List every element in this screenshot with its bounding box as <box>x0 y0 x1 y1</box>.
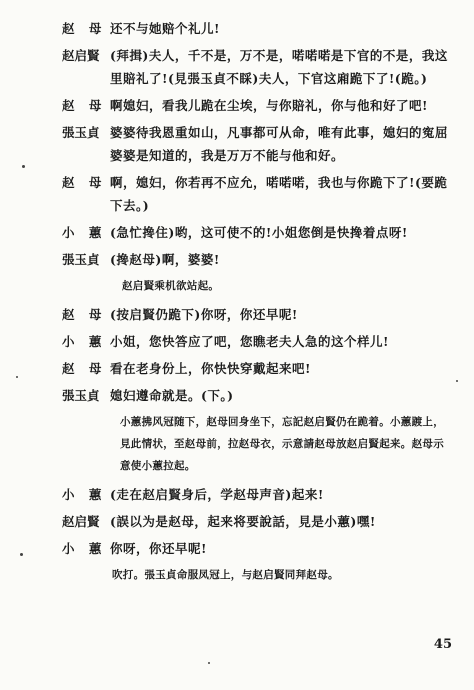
dialogue-text: 媳妇遵命就是。(下。) <box>110 388 234 403</box>
dialogue-line <box>62 94 454 117</box>
dialogue-text: 看在老身份上，你快快穿戴起来吧! <box>110 361 311 376</box>
dialogue-line <box>62 303 454 326</box>
speaker-name: 小 蕙 <box>62 334 107 349</box>
dialogue-line <box>62 357 454 380</box>
stage-direction: 吹打。張玉貞命服凤冠上，与赵启賢同拜赵母。 <box>112 569 339 581</box>
dialogue-text: 小姐，您快答应了吧，您瞧老夫人急的这个样儿! <box>110 334 389 349</box>
print-speck <box>16 376 18 378</box>
dialogue-line <box>62 44 454 90</box>
dialogue-line <box>62 121 454 167</box>
speaker-name: 赵启賢 <box>62 48 100 63</box>
speaker-name: 小 蕙 <box>62 225 107 240</box>
speaker-name: 赵 母 <box>62 98 107 113</box>
print-speck <box>22 165 25 168</box>
print-speck <box>456 380 458 382</box>
dialogue-line <box>62 248 454 271</box>
speaker-name: 張玉貞 <box>62 388 100 403</box>
dialogue-text: (拜揖)夫人，千不是，万不是，喏喏喏是下官的不是，我这里賠礼了!(見張玉貞不睬)夫人，下官这廂跪下了!(跪。) <box>110 48 448 86</box>
dialogue-line <box>62 510 454 533</box>
dialogue-line <box>62 483 454 506</box>
dialogue-text: (誤以为是赵母，起来将要說話，見是小蕙)嘿! <box>110 514 376 529</box>
dialogue-line <box>62 171 454 217</box>
dialogue-line <box>62 221 454 244</box>
speaker-name: 赵启賢 <box>62 514 100 529</box>
dialogue-text: (搀赵母)啊，婆婆! <box>110 252 220 267</box>
dialogue-text: (急忙搀住)哟，这可使不的!小姐您倒是快搀着点呀! <box>110 225 408 240</box>
dialogue-line <box>62 17 454 40</box>
speaker-name: 赵 母 <box>62 307 107 322</box>
speaker-name: 張玉貞 <box>62 252 100 267</box>
dialogue-text: 还不与她赔个礼儿! <box>110 21 220 36</box>
print-speck <box>208 662 210 664</box>
page-number: 45 <box>433 637 452 652</box>
dialogue-line <box>62 384 454 407</box>
stage-direction: 小蕙拂风冠随下，赵母回身坐下，忘記赵启賢仍在跪着。小蕙踱上，見此情状，至赵母前，拉赵母衣，示意請赵母放赵启賢起来。赵母示意使小蕙拉起。 <box>120 416 444 472</box>
dialogue-text: 你呀，你还早呢! <box>110 541 207 556</box>
speaker-name: 小 蕙 <box>62 487 107 502</box>
print-speck <box>20 553 23 556</box>
speaker-name: 赵 母 <box>62 175 107 190</box>
dialogue-text: 婆婆待我恩重如山，凡事都可从命，唯有此事，媳妇的寃屈婆婆是知道的，我是万万不能与他和好。 <box>110 125 449 163</box>
dialogue-text: 啊媳妇，看我儿跪在尘埃，与你賠礼，你与他和好了吧! <box>110 98 428 113</box>
dialogue-line <box>62 537 454 560</box>
speaker-name: 張玉貞 <box>62 125 100 140</box>
speaker-name: 小 蕙 <box>62 541 107 556</box>
dialogue-text: 啊，媳妇，你若再不应允，喏喏喏，我也与你跪下了!(要跪下去。) <box>110 175 448 213</box>
dialogue-text: (走在赵启賢身后，学赵母声音)起来! <box>110 487 324 502</box>
dialogue-line <box>62 330 454 353</box>
script-content <box>62 17 454 592</box>
stage-direction: 赵启賢乘机欲站起。 <box>122 280 220 292</box>
dialogue-text: (按启賢仍跪下)你呀，你还早呢! <box>110 307 298 322</box>
speaker-name: 赵 母 <box>62 361 107 376</box>
speaker-name: 赵 母 <box>62 21 107 36</box>
